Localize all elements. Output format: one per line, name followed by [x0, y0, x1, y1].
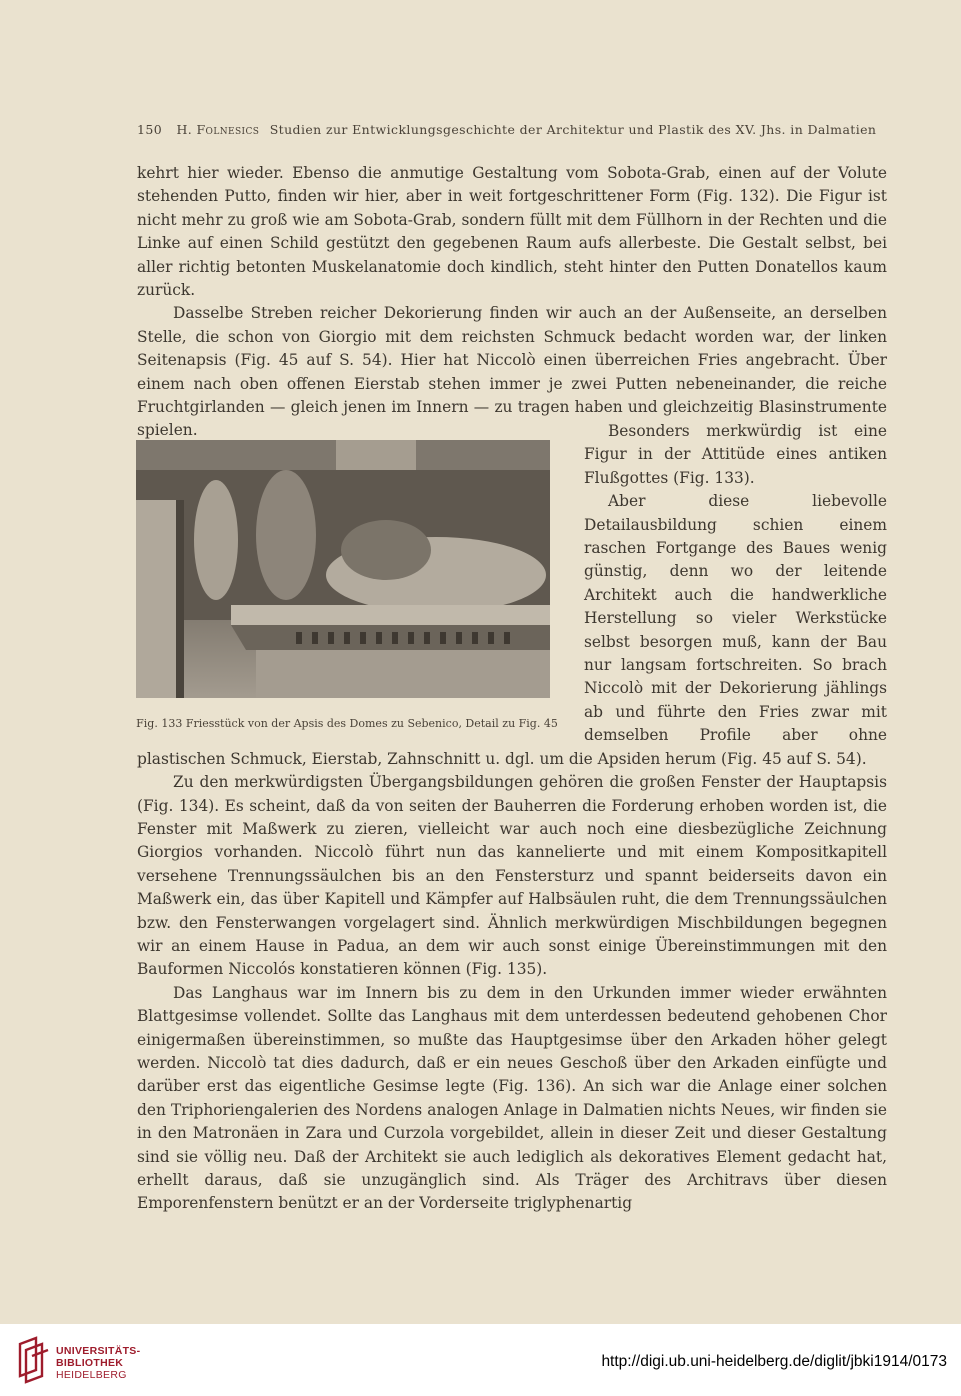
permalink-url[interactable]: http://digi.ub.uni-heidelberg.de/diglit/jbki1914/0173 [601, 1353, 947, 1370]
university-library-logo-icon [12, 1336, 54, 1384]
running-head-title: Studien zur Entwicklungsgeschichte der Architektur und Plastik des XV. Jhs. in Dalmatien [269, 122, 877, 137]
frieze-photograph [136, 440, 550, 698]
library-footer [0, 1324, 961, 1396]
library-name-line: UNIVERSITÄTS- [56, 1345, 141, 1357]
body-text-with-figure [137, 420, 887, 1216]
running-head [137, 122, 877, 137]
paragraph: Das Langhaus war im Innern bis zu dem in den Urkunden immer wieder erwähnten Blattgesimse vollendet. Sollte das Langhaus mit dem unterdessen bedeutend gehobenen Chor einigermaßen übereinstimmen, so mußte das Hauptgesimse über den Arkaden höher gelegt werden. Niccolò tat dies dadurch, daß er ein neues Geschoß über den Arkaden einfügte und darüber erst das eigentliche Gesimse legte (Fig. 136). An sich war die Anlage einer solchen den Triphoriengalerien des Nordens analogen Anlage in Dalmatien nichts Neues, wir finden sie in den Matronäen in Zara und Curzola vorgebildet, allein in dieser Zeit und dieser Gestaltung sind sie völlig neu. Daß der Architekt sie auch lediglich als dekoratives Element gedacht hat, erhellt daraus, daß sie unzugänglich sind. Als Träger des Architravs über diesen Emporenfenstern benützt er an der Vorderseite triglyphenartig [137, 983, 887, 1213]
body-text-top [137, 162, 887, 443]
figure-caption: Fig. 133 Friesstück von der Apsis des Domes zu Sebenico, Detail zu Fig. 45 [136, 717, 558, 730]
figure-133 [136, 440, 584, 731]
paragraph: Zu den merkwürdigsten Übergangsbildungen gehören die großen Fenster der Hauptapsis (Fig. 134). Es scheint, daß da von seiten der Bauherren die Forderung erhoben worden ist, die Fenster mit Maßwerk zu zieren, vielleicht war auch noch eine diesbezügliche Zeichnung Giorgios vorhanden. Niccolò führt nun das kannelierte und mit einem Kompositkapitell versehene Trennungssäulchen bis an den Fenstersturz und spannt beiderseits davon ein Maßwerk ein, das über Kapitell und Kämpfer auf Halbsäulen ruht, die dem Trennungssäulchen bzw. den Fensterwangen vorgelagert sind. Ähnlich merkwürdigen Mischbildungen begegnen wir an einem Hause in Padua, an dem wir auch sonst einige Übereinstimmungen mit den Bauformen Niccolós konstatieren können (Fig. 135). [137, 773, 887, 979]
library-name-line: BIBLIOTHEK [56, 1357, 124, 1369]
library-name-line: HEIDELBERG [56, 1369, 127, 1381]
paragraph: Besonders merkwürdig ist eine Figur in der Attitüde eines antiken Flußgottes (Fig. 133). [584, 422, 887, 487]
paragraph: Aber diese liebevolle Detailausbildung schien einem raschen Fortgange des Baues wenig günstig, denn wo der leitende Architekt auch die handwerkliche Herstellung so vieler Werkstücke selbst besorgen muß, kann der Bau nur langsam fortschreiten. So brach Niccolò mit der Dekorierung jählings ab und führte den Fries zwar mit demselben Profile aber ohne plastischen Schmuck, Eierstab, Zahnschnitt u. dgl. um die Apsiden herum (Fig. 45 auf S. 54). [137, 492, 887, 768]
library-name [56, 1345, 140, 1381]
page-number: 150 [137, 122, 163, 137]
paragraph: kehrt hier wieder. Ebenso die anmutige Gestaltung vom Sobota-Grab, einen auf der Volute stehenden Putto, finden wir hier, aber in weit fortgeschrittener Form (Fig. 132). Die Figur ist nicht mehr zu groß wie am Sobota-Grab, sondern füllt mit dem Füllhorn in der Rechten und die Linke auf einen Schild gestützt den gegebenen Raum aufs allerbeste. Die Gestalt selbst, bei aller richtig betonten Muskelanatomie doch kindlich, steht hinter den Putten Donatellos kaum zurück. [137, 164, 887, 300]
frieze-photo-image [136, 440, 550, 698]
paragraph: Dasselbe Streben reicher Dekorierung finden wir auch an der Außenseite, an derselben Stelle, die schon von Giorgio mit dem reichsten Schmuck bedacht worden war, der linken Seitenapsis (Fig. 45 auf S. 54). Hier hat Niccolò einen überreichen Fries angebracht. Über einem nach oben offenen Eierstab stehen immer je zwei Putten nebeneinander, die reiche Fruchtgirlanden — gleich jenen im Innern — zu tragen haben und gleichzeitig Blasinstrumente spielen. [137, 304, 887, 440]
running-head-author: H. Folnesics [176, 122, 260, 137]
